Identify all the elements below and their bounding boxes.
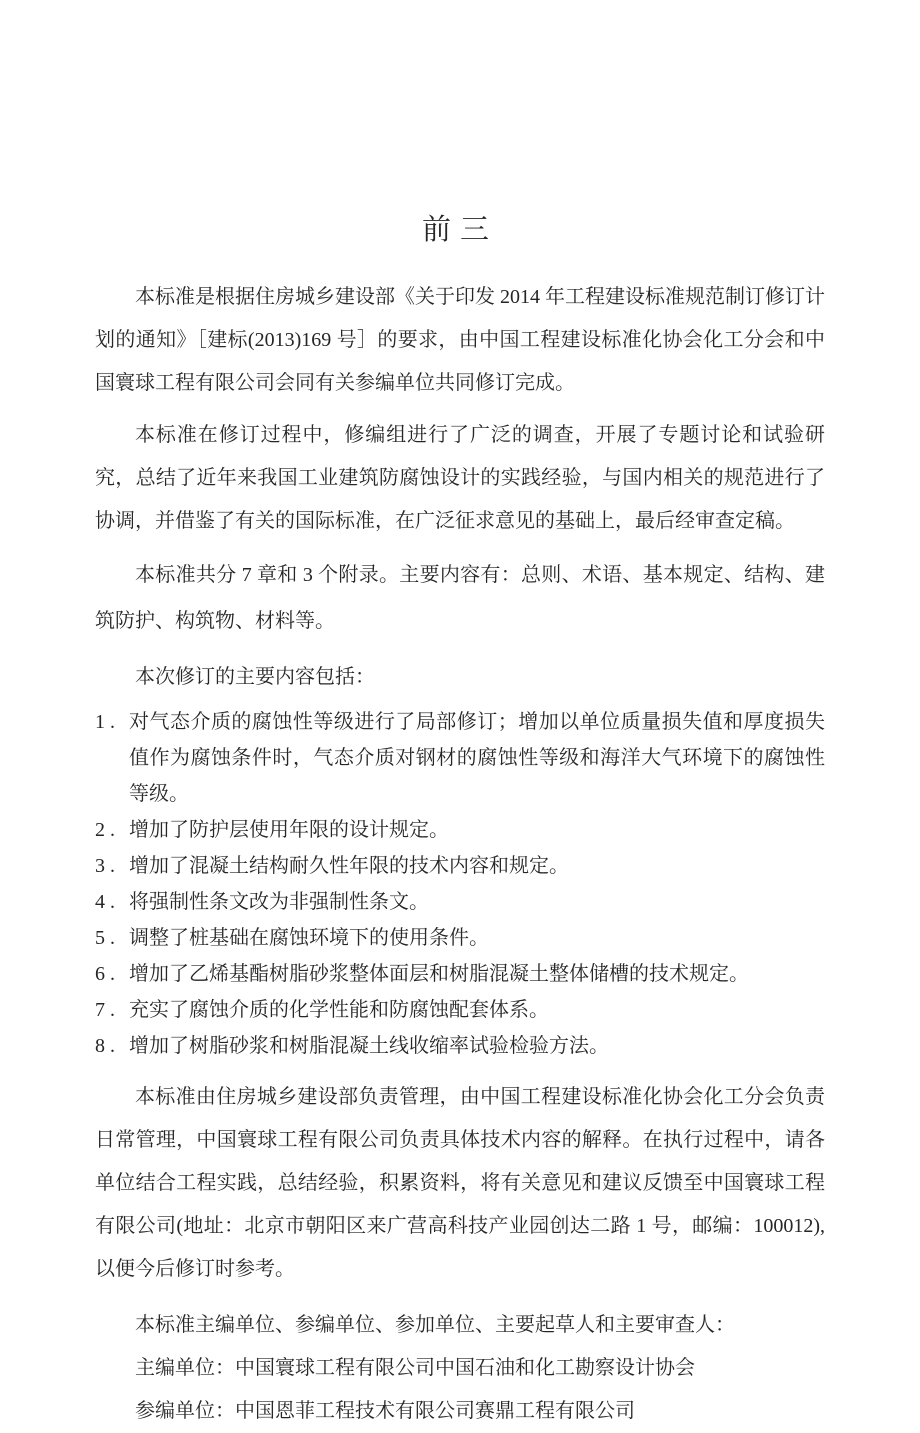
list-item-number: 3 .: [95, 855, 115, 877]
list-item: [95, 884, 825, 920]
paragraph-standard-basis: 本标准是根据住房城乡建设部《关于印发 2014 年工程建设标准规范制订修订计划的通知》［建标(2013)169 号］的要求，由中国工程建设标准化协会化工分会和中国寰球工程有限公司会同有关参编单位共同修订完成。: [95, 286, 825, 394]
paragraph-co-editor-unit: 参编单位：中国恩菲工程技术有限公司赛鼎工程有限公司: [135, 1400, 635, 1422]
list-item-text: 增加了树脂砂浆和树脂混凝土线收缩率试验检验方法。: [129, 1035, 609, 1057]
paragraph-revision-intro: 本次修订的主要内容包括：: [135, 666, 375, 688]
list-item: [95, 704, 825, 812]
list-item-number: 8 .: [95, 1035, 115, 1057]
list-item-text: 对气态介质的腐蚀性等级进行了局部修订；增加以单位质量损失值和厚度损失值作为腐蚀条件时，气态介质对钢材的腐蚀性等级和海洋大气环境下的腐蚀性等级。: [129, 711, 825, 805]
list-item-number: 5 .: [95, 927, 115, 949]
revision-list: [95, 704, 825, 1064]
list-item-text: 增加了混凝土结构耐久性年限的技术内容和规定。: [129, 855, 569, 877]
paragraph-management: 本标准由住房城乡建设部负责管理，由中国工程建设标准化协会化工分会负责日常管理，中国寰球工程有限公司负责具体技术内容的解释。在执行过程中，请各单位结合工程实践，总结经验，积累资料，将有关意见和建议反馈至中国寰球工程有限公司(地址：北京市朝阳区来广营高科技产业园创达二路 1 号，邮编：100012),以便今后修订时参考。: [95, 1086, 825, 1280]
list-item-number: 7 .: [95, 999, 115, 1021]
list-item-text: 增加了防护层使用年限的设计规定。: [129, 819, 449, 841]
paragraph-revision-process: 本标准在修订过程中，修编组进行了广泛的调查，开展了专题讨论和试验研究，总结了近年来我国工业建筑防腐蚀设计的实践经验，与国内相关的规范进行了协调，并借鉴了有关的国际标准，在广泛征求意见的基础上，最后经审查定稿。: [95, 424, 825, 532]
list-item: [95, 920, 825, 956]
list-item: [95, 848, 825, 884]
list-item-text: 增加了乙烯基酯树脂砂浆整体面层和树脂混凝土整体储槽的技术规定。: [129, 963, 749, 985]
list-item-number: 4 .: [95, 891, 115, 913]
paragraph-chief-editor-unit: 主编单位：中国寰球工程有限公司中国石油和化工勘察设计协会: [135, 1357, 695, 1379]
list-item-text: 调整了桩基础在腐蚀环境下的使用条件。: [129, 927, 489, 949]
paragraph-units-intro: 本标准主编单位、参编单位、参加单位、主要起草人和主要审查人：: [135, 1314, 735, 1336]
list-item: [95, 992, 825, 1028]
list-item-text: 将强制性条文改为非强制性条文。: [129, 891, 429, 913]
page-title: 前三: [421, 214, 498, 246]
paragraph-standard-contents: 本标准共分 7 章和 3 个附录。主要内容有：总则、术语、基本规定、结构、建筑防护、构筑物、材料等。: [95, 564, 825, 632]
list-item: [95, 956, 825, 992]
list-item: [95, 812, 825, 848]
list-item-number: 1 .: [95, 711, 115, 733]
list-item-number: 2 .: [95, 819, 115, 841]
list-item-text: 充实了腐蚀介质的化学性能和防腐蚀配套体系。: [129, 999, 549, 1021]
list-item: [95, 1028, 825, 1064]
list-item-number: 6 .: [95, 963, 115, 985]
